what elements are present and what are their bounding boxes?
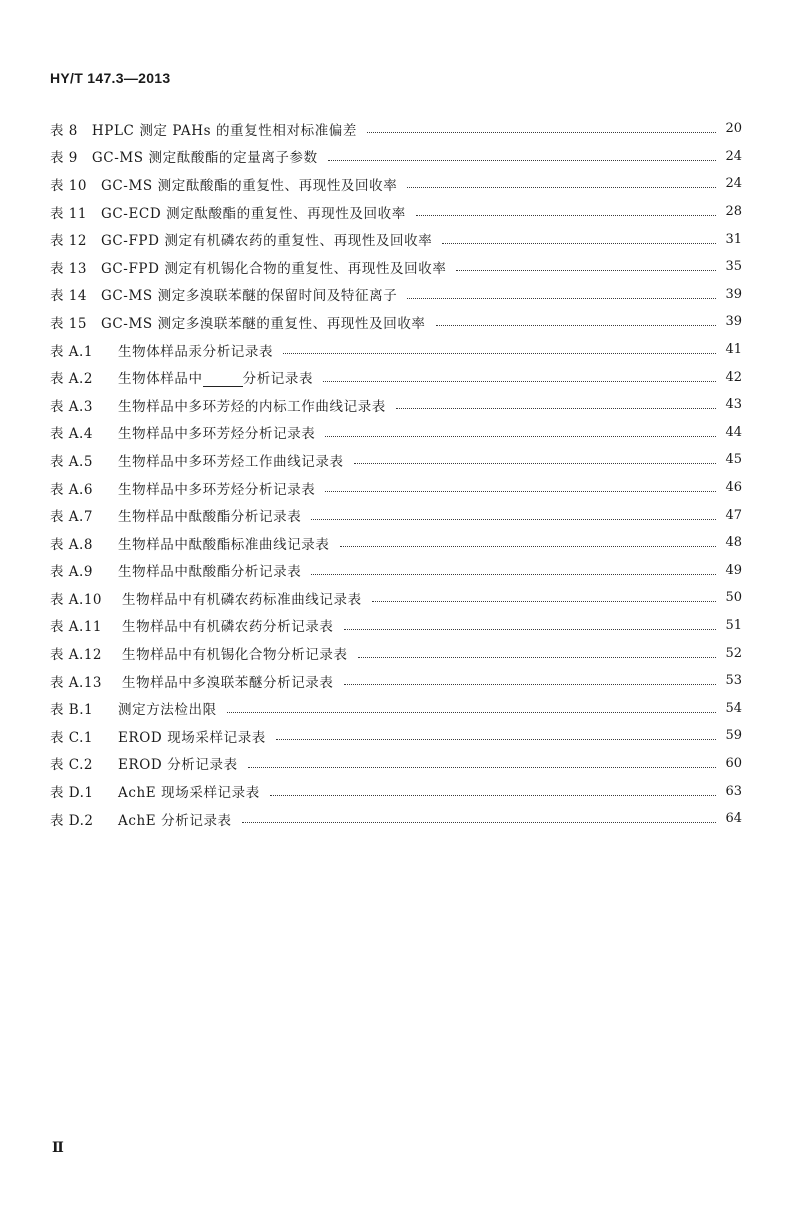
toc-entry-title: 生物样品中有机锡化合物分析记录表: [122, 647, 348, 664]
toc-entry-page: 39: [725, 314, 742, 330]
toc-dot-leader: [242, 822, 716, 823]
toc-entry-page: 31: [725, 231, 742, 247]
toc-entry-table-15[interactable]: [50, 308, 742, 336]
toc-entry-label: 表 A.9: [50, 564, 93, 581]
toc-dot-leader: [227, 712, 716, 713]
toc-dot-leader: [344, 684, 717, 685]
toc-entry-title: AchE 分析记录表: [118, 812, 232, 829]
toc-entry-title: 生物样品中有机磷农药分析记录表: [122, 619, 334, 636]
toc-entry-label: 表 8: [50, 122, 78, 139]
toc-entry-title: 生物样品中多环芳烃分析记录表: [118, 426, 316, 443]
toc-entry-page: 42: [725, 369, 742, 385]
toc-entry-page: 24: [725, 148, 742, 164]
toc-dot-leader: [358, 657, 716, 658]
toc-entry-table-a11[interactable]: [50, 612, 742, 640]
toc-entry-title: 生物样品中多环芳烃工作曲线记录表: [118, 453, 344, 470]
toc-entry-label: 表 10: [50, 177, 87, 194]
toc-entry-title: 生物体样品汞分析记录表: [118, 343, 274, 360]
toc-entry-title: 生物样品中多溴联苯醚分析记录表: [122, 674, 334, 691]
toc-entry-label: 表 D.1: [50, 785, 94, 802]
toc-entry-page: 43: [725, 397, 742, 413]
toc-entry-page: 52: [725, 645, 742, 661]
toc-entry-page: 49: [725, 562, 742, 578]
toc-entry-page: 48: [725, 535, 742, 551]
toc-title-part-before: 生物体样品中: [118, 371, 203, 388]
toc-entry-title: 测定方法检出限: [118, 702, 217, 719]
toc-entry-label: 表 A.11: [50, 619, 103, 636]
toc-entry-title: GC-ECD 测定酞酸酯的重复性、再现性及回收率: [100, 205, 406, 222]
fill-in-blank: [203, 374, 243, 387]
toc-entry-title: 生物样品中酞酸酯分析记录表: [118, 509, 302, 526]
toc-entry-page: 54: [725, 700, 742, 716]
toc-entry-page: 28: [725, 204, 742, 220]
toc-entry-table-a8[interactable]: [50, 529, 742, 557]
toc-entry-page: 64: [725, 811, 742, 827]
toc-dot-leader: [354, 463, 716, 464]
page-number-roman: Ⅱ: [52, 1140, 64, 1156]
toc-entry-table-14[interactable]: [50, 281, 742, 309]
toc-dot-leader: [436, 325, 716, 326]
toc-entry-table-a13[interactable]: [50, 667, 742, 695]
toc-entry-page: 63: [725, 783, 742, 799]
toc-entry-table-a6[interactable]: [50, 474, 742, 502]
toc-dot-leader: [344, 629, 717, 630]
toc-entry-page: 24: [725, 176, 742, 192]
toc-entry-label: 表 A.7: [50, 509, 93, 526]
toc-entry-title: GC-FPD 测定有机锡化合物的重复性、再现性及回收率: [100, 260, 447, 277]
toc-dot-leader: [416, 215, 716, 216]
toc-entry-table-9[interactable]: [50, 143, 742, 171]
toc-entry-label: 表 B.1: [50, 702, 94, 719]
toc-entry-page: 20: [725, 121, 742, 137]
toc-entry-title: 生物样品中多环芳烃的内标工作曲线记录表: [118, 398, 386, 415]
toc-dot-leader: [270, 795, 716, 796]
toc-entry-label: 表 9: [50, 150, 78, 167]
toc-entry-page: 45: [725, 452, 742, 468]
toc-entry-label: 表 A.1: [50, 343, 93, 360]
toc-entry-title: GC-MS 测定酞酸酯的定量离子参数: [91, 150, 318, 167]
toc-dot-leader: [372, 601, 716, 602]
toc-dot-leader: [456, 270, 716, 271]
toc-entry-title: GC-MS 测定多溴联苯醚的重复性、再现性及回收率: [100, 315, 426, 332]
toc-entry-label: 表 A.2: [50, 371, 93, 388]
toc-entry-label: 表 A.6: [50, 481, 93, 498]
toc-entry-page: 59: [725, 728, 742, 744]
toc-entry-label: 表 12: [50, 233, 87, 250]
toc-entry-page: 53: [725, 673, 742, 689]
toc-entry-title: 生物样品中多环芳烃分析记录表: [118, 481, 316, 498]
toc-entry-label: 表 C.2: [50, 757, 94, 774]
toc-dot-leader: [407, 187, 716, 188]
toc-entry-table-8[interactable]: [50, 115, 742, 143]
toc-dot-leader: [248, 767, 716, 768]
toc-dot-leader: [442, 243, 716, 244]
toc-entry-table-a5[interactable]: [50, 446, 742, 474]
toc-title-part-after: 分析记录表: [242, 371, 314, 388]
toc-entry-page: 47: [725, 507, 742, 523]
toc-entry-title: EROD 现场采样记录表: [118, 729, 266, 746]
toc-entry-label: 表 A.12: [50, 647, 103, 664]
toc-entry-label: 表 A.4: [50, 426, 93, 443]
toc-entry-title: GC-MS 测定多溴联苯醚的保留时间及特征离子: [100, 288, 398, 305]
document-code-header: HY/T 147.3—2013: [50, 70, 171, 86]
toc-entry-title: GC-MS 测定酞酸酯的重复性、再现性及回收率: [100, 177, 398, 194]
toc-dot-leader: [367, 132, 716, 133]
toc-entry-page: 51: [725, 617, 742, 633]
toc-entry-title: HPLC 测定 PAHs 的重复性相对标准偏差: [91, 122, 358, 139]
toc-dot-leader: [396, 408, 716, 409]
toc-entry-label: 表 A.8: [50, 536, 93, 553]
toc-entry-table-a7[interactable]: [50, 501, 742, 529]
toc-entry-table-d2[interactable]: [50, 805, 742, 833]
toc-entry-label: 表 A.5: [50, 453, 93, 470]
toc-entry-title: 生物样品中酞酸酯标准曲线记录表: [118, 536, 330, 553]
toc-entry-page: 39: [725, 286, 742, 302]
toc-entry-table-13[interactable]: [50, 253, 742, 281]
toc-entry-page: 50: [725, 590, 742, 606]
toc-dot-leader: [407, 298, 716, 299]
toc-dot-leader: [276, 739, 716, 740]
toc-dot-leader: [340, 546, 717, 547]
toc-dot-leader: [311, 574, 716, 575]
toc-entry-label: 表 15: [50, 315, 87, 332]
toc-entry-title: 生物样品中有机磷农药标准曲线记录表: [122, 591, 362, 608]
toc-entry-label: 表 14: [50, 288, 87, 305]
toc-entry-table-d1[interactable]: [50, 777, 742, 805]
toc-entry-table-a1[interactable]: [50, 336, 742, 364]
toc-entry-page: 41: [725, 342, 742, 358]
toc-entry-table-a9[interactable]: [50, 557, 742, 585]
toc-entry-table-a3[interactable]: [50, 391, 742, 419]
toc-entry-title: EROD 分析记录表: [118, 757, 238, 774]
toc-entry-table-b1[interactable]: [50, 694, 742, 722]
table-of-contents: [50, 115, 742, 832]
toc-entry-table-12[interactable]: [50, 225, 742, 253]
toc-entry-title: GC-FPD 测定有机磷农药的重复性、再现性及回收率: [100, 233, 433, 250]
toc-dot-leader: [283, 353, 716, 354]
toc-dot-leader: [311, 519, 716, 520]
toc-entry-table-a12[interactable]: [50, 639, 742, 667]
toc-dot-leader: [328, 160, 716, 161]
toc-entry-table-a4[interactable]: [50, 419, 742, 447]
toc-entry-label: 表 A.10: [50, 591, 103, 608]
toc-entry-page: 35: [725, 259, 742, 275]
toc-dot-leader: [325, 436, 716, 437]
toc-entry-table-a10[interactable]: [50, 584, 742, 612]
toc-entry-label: 表 D.2: [50, 812, 94, 829]
toc-entry-page: 46: [725, 480, 742, 496]
toc-entry-table-a2[interactable]: [50, 363, 742, 391]
toc-entry-table-c1[interactable]: [50, 722, 742, 750]
toc-entry-table-11[interactable]: [50, 198, 742, 226]
toc-entry-title: AchE 现场采样记录表: [118, 785, 260, 802]
toc-entry-label: 表 A.3: [50, 398, 93, 415]
toc-entry-label: 表 A.13: [50, 674, 103, 691]
toc-dot-leader: [323, 381, 716, 382]
toc-entry-label: 表 13: [50, 260, 87, 277]
toc-entry-label: 表 C.1: [50, 729, 94, 746]
toc-entry-title: 生物样品中酞酸酯分析记录表: [118, 564, 302, 581]
toc-entry-title: [118, 367, 313, 387]
toc-entry-page: 44: [725, 424, 742, 440]
toc-entry-label: 表 11: [50, 205, 87, 222]
toc-entry-table-c2[interactable]: [50, 750, 742, 778]
toc-dot-leader: [325, 491, 716, 492]
toc-entry-table-10[interactable]: [50, 170, 742, 198]
toc-entry-page: 60: [725, 755, 742, 771]
